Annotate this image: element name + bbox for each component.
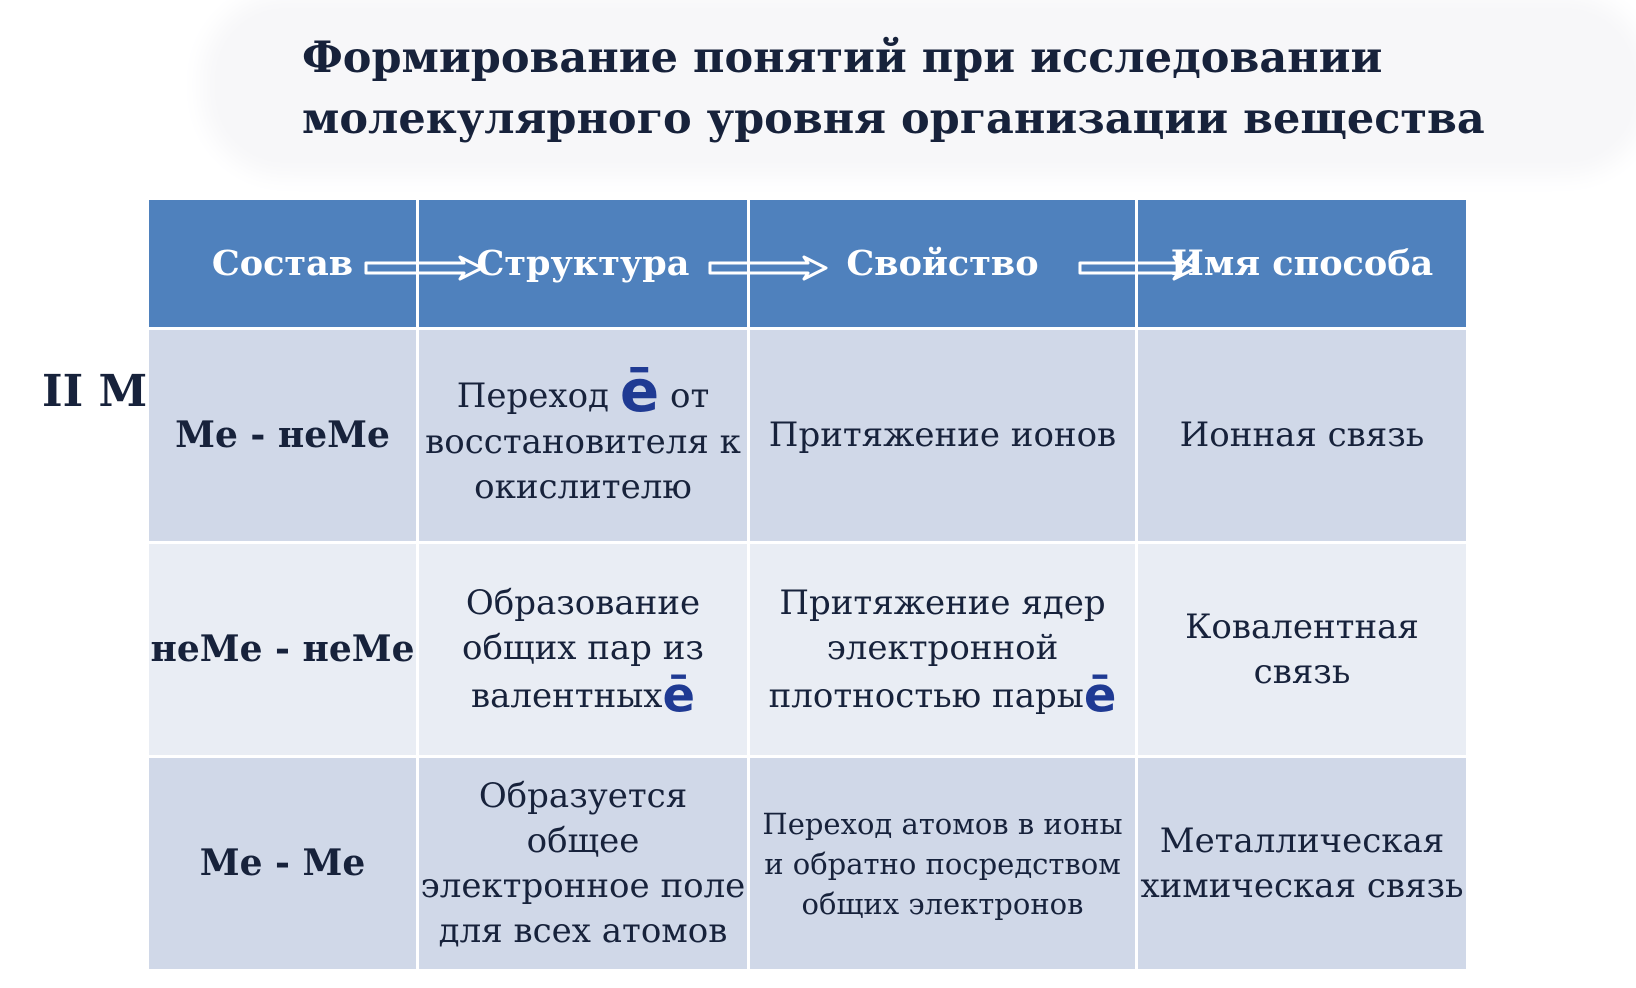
arrow-right-icon: [364, 255, 484, 281]
electron-icon: ē: [1083, 666, 1117, 723]
property-text: Притяжение ядер электронной плотностью пары: [768, 582, 1106, 716]
table-row: [148, 757, 1468, 971]
bond-types-table: [146, 197, 1469, 972]
property-cell: Притяжение ионов: [749, 329, 1137, 543]
table-row: [148, 329, 1468, 543]
structure-text: Образование общих пар из валентных: [462, 582, 704, 716]
composition-cell: Me - неMe: [148, 329, 418, 543]
method-name-cell: Ионная связь: [1137, 329, 1468, 543]
header-property: Свойство: [749, 199, 1137, 329]
side-label: II M: [42, 366, 148, 417]
property-cell: Переход атомов в ионы и обратно посредством общих электронов: [749, 757, 1137, 971]
property-cell: [749, 543, 1137, 757]
electron-icon: ē: [619, 356, 660, 425]
arrow-right-icon: [1078, 255, 1198, 281]
composition-cell: Me - Me: [148, 757, 418, 971]
table-row: [148, 543, 1468, 757]
structure-cell: [418, 543, 749, 757]
page-title: [302, 28, 1485, 150]
method-name-cell: Металлическая химическая связь: [1137, 757, 1468, 971]
method-name-cell: Ковалентная связь: [1137, 543, 1468, 757]
title-line-1: Формирование понятий при исследовании: [302, 33, 1383, 83]
header-composition: Состав: [148, 199, 418, 329]
title-line-2: молекулярного уровня организации вещества: [302, 94, 1485, 144]
structure-text-rest: восстановителя к окислителю: [425, 421, 741, 507]
structure-text-start: Переход: [456, 375, 609, 416]
header-structure: Структура: [418, 199, 749, 329]
electron-icon: ē: [662, 666, 696, 723]
structure-cell: [418, 329, 749, 543]
composition-cell: неMe - неMe: [148, 543, 418, 757]
arrow-right-icon: [708, 255, 828, 281]
structure-text-after: от: [669, 375, 710, 416]
structure-cell: Образуется общее электронное поле для всех атомов: [418, 757, 749, 971]
header-method-name: Имя способа: [1137, 199, 1468, 329]
